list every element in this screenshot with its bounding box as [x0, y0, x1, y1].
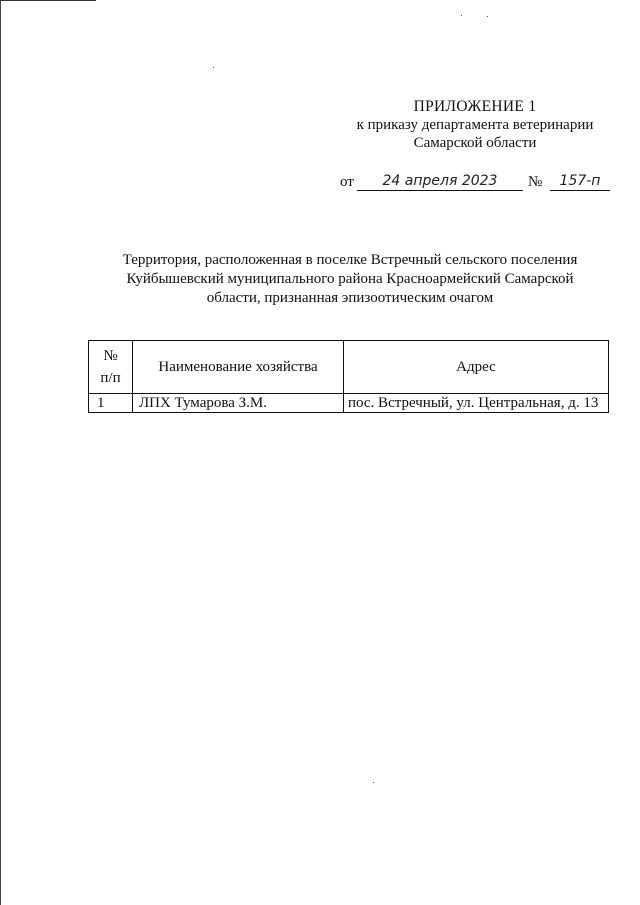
- cell-number: 1: [89, 394, 133, 413]
- scan-speck: [213, 67, 214, 68]
- table-row: [89, 394, 609, 413]
- header-number-sign: №: [103, 348, 118, 364]
- document-heading: [100, 251, 600, 308]
- scan-speck: [461, 15, 462, 16]
- appendix-title: ПРИЛОЖЕНИЕ 1: [413, 98, 537, 115]
- heading-line-3: области, признанная эпизоотическим очагом: [206, 290, 494, 306]
- farms-table: [88, 340, 609, 413]
- header-number-pp: п/п: [100, 370, 121, 386]
- scan-speck: [487, 16, 488, 17]
- order-date-number-line: [340, 172, 610, 194]
- scan-edge-top: [0, 0, 96, 1]
- order-number-handwritten: 157-п: [550, 173, 610, 191]
- heading-line-2: Куйбышевский муниципального района Красноармейский Самарской: [126, 271, 574, 287]
- cell-address: пос. Встречный, ул. Центральная, д. 13: [344, 394, 609, 413]
- order-date-handwritten: 24 апреля 2023: [357, 173, 523, 191]
- scan-edge-left: [0, 0, 1, 905]
- header-address: Адрес: [344, 341, 609, 394]
- appendix-header: [340, 98, 610, 152]
- cell-farm-name: ЛПХ Тумарова З.М.: [133, 394, 344, 413]
- appendix-line-region: Самарской области: [413, 135, 537, 151]
- table-header-row: [89, 341, 609, 394]
- scan-speck: [373, 782, 374, 783]
- order-number-label: №: [528, 174, 543, 190]
- appendix-line-order: к приказу департамента ветеринарии: [356, 117, 594, 133]
- heading-line-1: Территория, расположенная в поселке Встречный сельского поселения: [122, 252, 578, 268]
- header-number: [89, 341, 133, 394]
- order-from-label: от: [340, 174, 354, 190]
- header-farm-name: Наименование хозяйства: [133, 341, 344, 394]
